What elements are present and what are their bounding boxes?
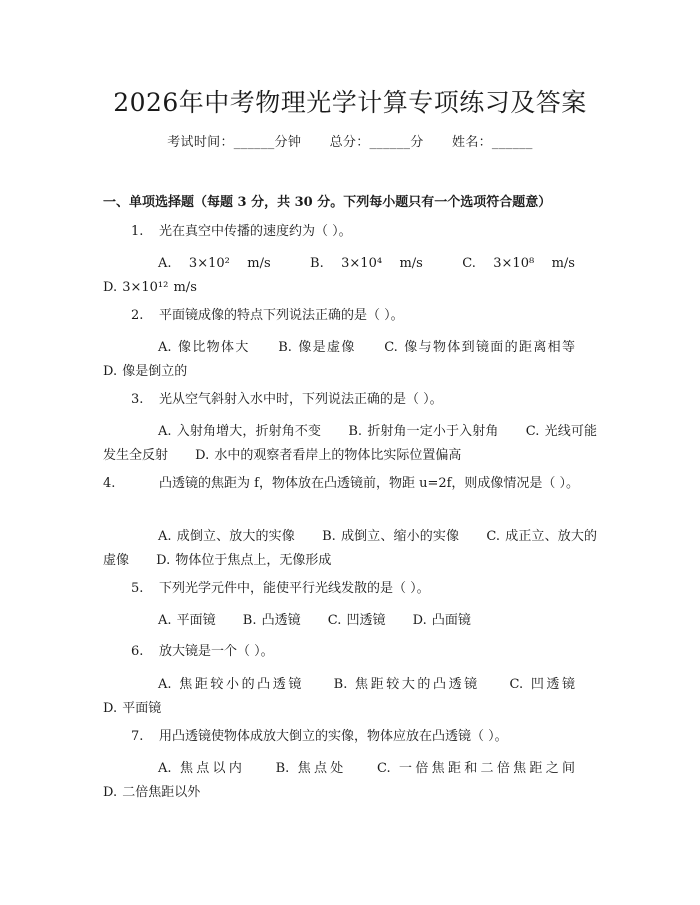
option-d: D. 物体位于焦点上，无像形成 bbox=[156, 553, 332, 568]
option-c: C. 一倍焦距和二倍焦距之间 bbox=[377, 761, 576, 776]
question-number: 5. bbox=[131, 581, 144, 596]
question-number: 6. bbox=[131, 644, 144, 659]
option-d: D. 3×10¹² m/s bbox=[103, 280, 197, 295]
question-options bbox=[103, 420, 597, 468]
option-b: B. 焦距较大的凸透镜 bbox=[333, 677, 480, 692]
question-stem bbox=[131, 641, 601, 662]
option-a: A. 入射角增大，折射角不变 bbox=[158, 424, 322, 439]
question-text: 用凸透镜使物体成放大倒立的实像，物体应放在凸透镜（ ）。 bbox=[159, 729, 508, 744]
question-stem bbox=[131, 221, 601, 242]
question-number: 4. bbox=[103, 476, 116, 491]
option-a: A. 平面镜 bbox=[158, 613, 216, 628]
question-stem bbox=[131, 578, 601, 599]
option-d: D. 像是倒立的 bbox=[103, 364, 188, 379]
question-options bbox=[103, 252, 597, 300]
question-number: 3. bbox=[131, 392, 144, 407]
option-c: C. 像与物体到镜面的距离相等 bbox=[384, 340, 576, 355]
question-text: 下列光学元件中，能使平行光线发散的是（ ）。 bbox=[159, 581, 430, 596]
question-text: 凸透镜的焦距为 f，物体放在凸透镜前，物距 u=2f，则成像情况是（ ）。 bbox=[159, 476, 580, 491]
question-options bbox=[103, 525, 597, 573]
total-score-field: 总分：______分 bbox=[329, 135, 424, 150]
question-number: 7. bbox=[131, 729, 144, 744]
option-a: A. 成倒立、放大的实像 bbox=[158, 529, 295, 544]
question-options bbox=[103, 757, 597, 805]
section-heading: 一、单项选择题（每题 3 分，共 30 分。下列每小题只有一个选项符合题意） bbox=[103, 195, 552, 210]
option-b: B. 焦点处 bbox=[275, 761, 347, 776]
exam-meta-line bbox=[0, 131, 700, 150]
question-options bbox=[103, 673, 597, 721]
option-a: A. 焦点以内 bbox=[158, 761, 246, 776]
question-stem bbox=[103, 473, 621, 494]
question-options bbox=[103, 609, 597, 633]
option-d: D. 二倍焦距以外 bbox=[103, 785, 201, 800]
question-options bbox=[103, 336, 597, 384]
option-b: B. 3×10⁴ m/s bbox=[310, 256, 423, 271]
option-b: B. 凸透镜 bbox=[242, 613, 301, 628]
exam-time-field: 考试时间：______分钟 bbox=[167, 135, 302, 150]
question-text: 放大镜是一个（ ）。 bbox=[159, 644, 274, 659]
option-a: A. 焦距较小的凸透镜 bbox=[158, 677, 304, 692]
question-text: 平面镜成像的特点下列说法正确的是（ ）。 bbox=[159, 308, 404, 323]
question-number: 1. bbox=[131, 224, 144, 239]
option-b: B. 折射角一定小于入射角 bbox=[348, 424, 499, 439]
student-name-field: 姓名：______ bbox=[452, 135, 533, 150]
document-title: 2026年中考物理光学计算专项练习及答案 bbox=[113, 88, 587, 117]
option-d: D. 平面镜 bbox=[103, 701, 162, 716]
option-c: C. 凹透镜 bbox=[327, 613, 386, 628]
option-d: D. 凸面镜 bbox=[412, 613, 471, 628]
question-number: 2. bbox=[131, 308, 144, 323]
option-d: D. 水中的观察者看岸上的物体比实际位置偏高 bbox=[195, 448, 462, 463]
option-c: C. 凹透镜 bbox=[509, 677, 575, 692]
question-text: 光在真空中传播的速度约为（ ）。 bbox=[159, 224, 352, 239]
option-c: C. 光线可能发生全反射 bbox=[103, 424, 598, 463]
option-b: B. 成倒立、缩小的实像 bbox=[322, 529, 460, 544]
option-c: C. 成正立、放大的虚像 bbox=[103, 529, 598, 568]
question-stem bbox=[131, 389, 601, 410]
question-text: 光从空气斜射入水中时，下列说法正确的是（ ）。 bbox=[159, 392, 443, 407]
option-c: C. 3×10⁸ m/s bbox=[462, 256, 575, 271]
option-a: A. 像比物体大 bbox=[158, 340, 250, 355]
question-stem bbox=[131, 305, 601, 326]
option-a: A. 3×10² m/s bbox=[158, 256, 271, 271]
question-stem bbox=[131, 726, 601, 747]
option-b: B. 像是虚像 bbox=[278, 340, 356, 355]
